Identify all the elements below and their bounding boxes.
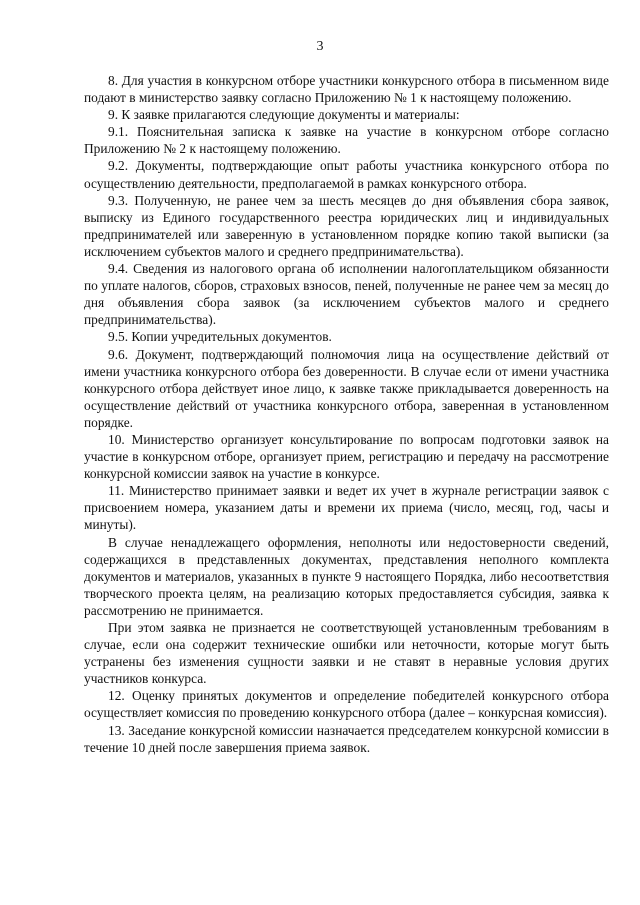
paragraph-9-6: 9.6. Документ, подтверждающий полномочия лица на осуществление действий от имени участника конкурсного отбора без доверенности. В случае если от имени участника конкурсного отбора действует иное лицо, к заявке также прикладывается доверенность на осуществление действий от участника конкурсного отбора, заверенная в установленном порядке. — [84, 346, 609, 430]
paragraph-9: 9. К заявке прилагаются следующие документы и материалы: — [108, 107, 460, 123]
paragraph-9-5: 9.5. Копии учредительных документов. — [108, 329, 332, 345]
paragraph-9-2: 9.2. Документы, подтверждающие опыт работы участника конкурсного отбора по осуществлению деятельности, предполагаемой в рамках конкурсного отбора. — [84, 158, 609, 191]
page-number: 3 — [316, 39, 324, 54]
paragraph-9-1: 9.1. Пояснительная записка к заявке на участие в конкурсном отборе согласно Приложению № 2 к настоящему положению. — [84, 124, 609, 157]
paragraph-11-technical-errors: При этом заявка не признается не соответствующей установленным требованиям в случае, если она содержит технические ошибки или неточности, которые могут быть устранены без изменения сущности заявки и не ставят в неравные условия других участников конкурса. — [84, 620, 609, 687]
document-body — [84, 72, 609, 756]
paragraph-9-4: 9.4. Сведения из налогового органа об исполнении налогоплательщиком обязанности по уплате налогов, сборов, страховых взносов, пеней, полученные не ранее чем за месяц до дня объявления сбора заявок (за исключением субъектов малого и среднего предпринимательства). — [84, 261, 609, 328]
paragraph-11: 11. Министерство принимает заявки и ведет их учет в журнале регистрации заявок с присвоением номера, указанием даты и времени их приема (число, месяц, год, часы и минуты). — [84, 483, 609, 533]
paragraph-10: 10. Министерство организует консультирование по вопросам подготовки заявок на участие в конкурсном отборе, организует прием, регистрацию и передачу на рассмотрение конкурсной комиссии заявок на участие в конкурсе. — [84, 431, 609, 482]
paragraph-11-improper-filing: В случае ненадлежащего оформления, неполноты или недостоверности сведений, содержащихся в представленных документах, представления неполного комплекта документов и материалов, указанных в пункте 9 настоящего Порядка, либо несоответствия творческого проекта целям, на реализацию которых предоставляется субсидия, заявка к рассмотрению не принимается. — [84, 534, 609, 618]
paragraph-8: 8. Для участия в конкурсном отборе участники конкурсного отбора в письменном виде подают в министерство заявку согласно Приложению № 1 к настоящему положению. — [84, 73, 609, 106]
paragraph-13: 13. Заседание конкурсной комиссии назначается председателем конкурсной комиссии в течение 10 дней после завершения приема заявок. — [84, 722, 609, 755]
paragraph-9-3: 9.3. Полученную, не ранее чем за шесть месяцев до дня объявления сбора заявок, выписку из Единого государственного реестра юридических лиц и индивидуальных предпринимателей или заверенную в установленном порядке копию такой выписки (за исключением субъектов малого и среднего предпринимательства). — [84, 192, 609, 259]
paragraph-12: 12. Оценку принятых документов и определение победителей конкурсного отбора осуществляет комиссия по проведению конкурсного отбора (далее – конкурсная комиссия). — [84, 688, 609, 721]
